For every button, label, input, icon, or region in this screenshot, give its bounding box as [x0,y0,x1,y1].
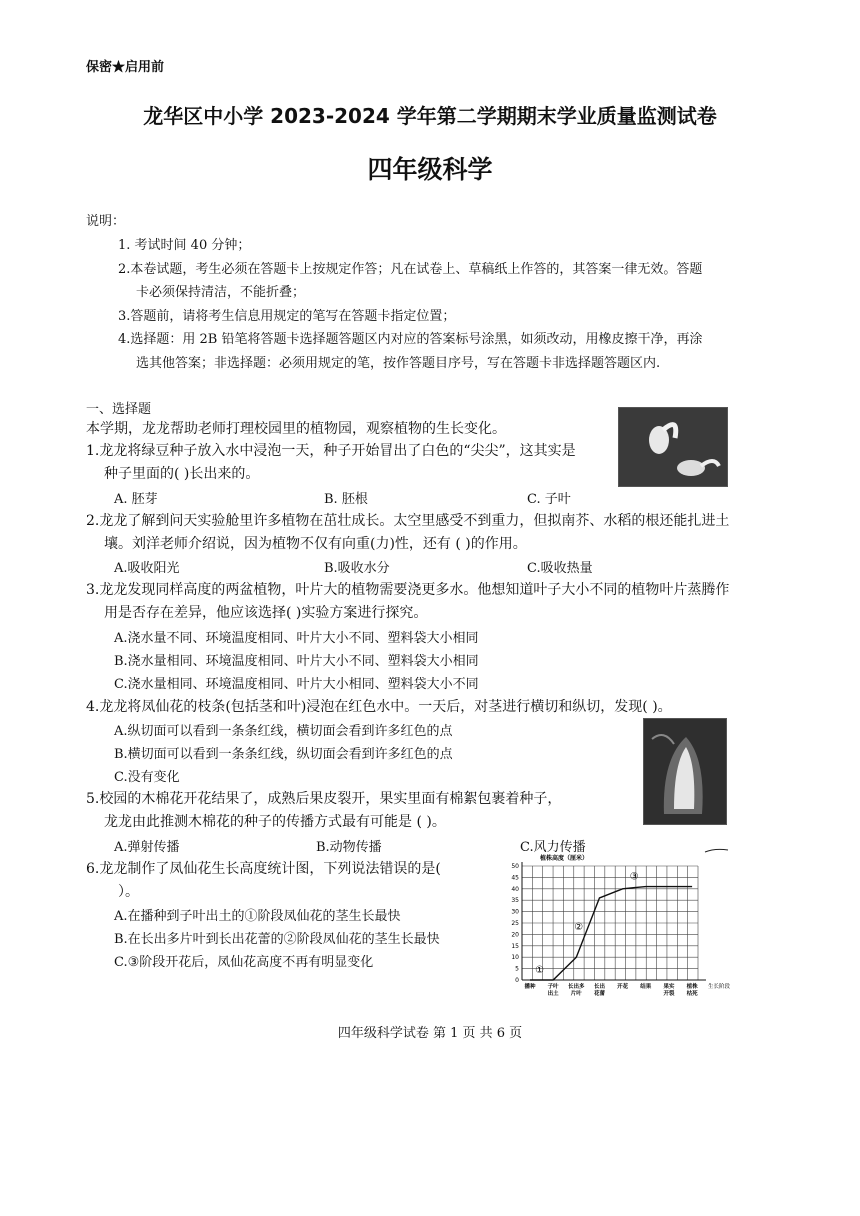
question-2-text: 2.龙龙了解到问天实验舱里许多植物在茁壮成长。太空里感受不到重力，但拟南芥、水稻的根还能扎进土 [86,513,730,529]
q5-option-c: C.风力传播 [520,840,586,855]
question-1-text: 1.龙龙将绿豆种子放入水中浸泡一天，种子开始冒出了白色的“尖尖”，这其实是 [86,443,576,459]
q1-option-c: C. 子叶 [527,492,571,507]
q6-option-b: B.在长出多片叶到长出花蕾的②阶段凤仙花的茎生长最快 [114,932,440,947]
q1-option-b: B. 胚根 [324,492,368,507]
question-6-text: 6.龙龙制作了凤仙花生长高度统计图，下列说法错误的是( [86,861,441,877]
q3-option-a: A.浇水量不同、环境温度相同、叶片大小不同、塑料袋大小相同 [114,631,479,646]
q3-option-c: C.浇水量相同、环境温度相同、叶片大小相同、塑料袋大小不同 [114,677,479,692]
question-5-text: 龙龙由此推测木棉花的种子的传播方式最有可能是 ( )。 [104,814,446,830]
chart-stage-marker: ③ [629,871,639,883]
kapok-fruit-photo [643,718,727,825]
chart-xtick-label: 长出多片叶 [568,984,585,997]
growth-line-series [530,887,692,980]
q4-option-c: C.没有变化 [114,770,180,785]
chart-xlabel: 生长阶段 [708,984,731,990]
chart-ytick-label: 40 [511,885,519,893]
q2-option-c: C.吸收热量 [527,561,593,576]
sprouting-seed-photo [618,407,728,487]
section-heading: 一、选择题 [86,402,152,417]
chart-xtick-label: 结果 [640,984,652,990]
chart-ytick-label: 25 [511,920,519,927]
question-3-text: 用是否存在差异，他应该选择( )实验方案进行探究。 [104,605,428,621]
pen-mark [705,849,728,852]
chart-ytick-label: 15 [511,942,519,950]
instruction-item: 3.答题前，请将考生信息用规定的笔写在答题卡指定位置； [118,309,456,324]
page-footer: 四年级科学试卷 第 1 页 共 6 页 [337,1026,523,1041]
q2-option-a: A.吸收阳光 [114,561,180,576]
q6-option-c: C.③阶段开花后，凤仙花高度不再有明显变化 [114,955,374,970]
question-4-text: 4.龙龙将凤仙花的枝条(包括茎和叶)浸泡在红色水中。一天后，对茎进行横切和纵切，发现( )。 [86,699,672,715]
chart-ytick-label: 30 [511,908,519,916]
instruction-item: 选其他答案；非选择题：必须用规定的笔，按作答题目序号，写在答题卡非选择题答题区内. [136,356,661,371]
confidential-mark: 保密★启用前 [86,60,165,75]
exam-title: 龙华区中小学 2023-2024 学年第二学期期末学业质量监测试卷 [143,104,717,128]
q6-option-a: A.在播种到子叶出土的①阶段凤仙花的茎生长最快 [114,909,401,924]
q5-option-b: B.动物传播 [316,840,382,855]
question-3-text: 3.龙龙发现同样高度的两盆植物，叶片大的植物需要浇更多水。他想知道叶子大小不同的植物叶片蒸腾作 [86,582,730,598]
instruction-item: 1. 考试时间 40 分钟； [118,238,251,253]
q4-option-a: A.纵切面可以看到一条条红线，横切面会看到许多红色的点 [114,724,453,739]
chart-xtick-label: 长出花蕾 [593,984,605,997]
chart-ylabel: 植株高度（厘米） [540,855,589,862]
chart-stage-marker: ② [574,921,584,933]
chart-xtick-label: 植株枯死 [686,984,698,997]
chart-ytick-label: 0 [515,977,519,984]
question-6-text: ）。 [118,884,139,900]
instruction-item: 2.本卷试题，考生必须在答题卡上按规定作答；凡在试卷上、草稿纸上作答的，其答案一律无效。答题 [118,262,703,277]
chart-ytick-label: 10 [511,954,519,962]
chart-xtick-label: 子叶出土 [547,984,559,997]
instruction-item: 4.选择题：用 2B 铅笔将答题卡选择题答题区内对应的答案标号涂黑，如须改动，用橡皮擦干净，再涂 [118,332,703,347]
q3-option-b: B.浇水量相同、环境温度相同、叶片大小不同、塑料袋大小相同 [114,654,479,669]
chart-xtick-label: 果实开裂 [663,984,675,997]
chart-ytick-label: 35 [511,897,519,905]
chart-ytick-label: 45 [511,874,519,882]
question-2-text: 壤。刘洋老师介绍说，因为植物不仅有向重(力)性，还有 ( )的作用。 [104,536,527,552]
exam-subtitle: 四年级科学 [367,155,493,184]
chart-ytick-label: 5 [515,965,519,973]
question-5-text: 5.校园的木棉花开花结果了，成熟后果皮裂开，果实里面有棉絮包裹着种子， [86,791,562,807]
q1-option-a: A. 胚芽 [114,492,158,507]
section-intro: 本学期，龙龙帮助老师打理校园里的植物园，观察植物的生长变化。 [86,421,506,437]
chart-stage-marker: ① [535,965,545,977]
instruction-item: 卡必须保持清洁，不能折叠； [136,285,306,300]
growth-height-chart [500,846,740,998]
question-1-text: 种子里面的( )长出来的。 [104,466,260,482]
instructions-label: 说明： [86,214,126,229]
chart-ytick-label: 50 [511,863,519,870]
q2-option-b: B.吸收水分 [324,561,390,576]
chart-xtick-label: 开花 [617,984,629,990]
chart-xtick-label: 播种 [524,984,536,990]
q5-option-a: A.弹射传播 [114,840,180,855]
q4-option-b: B.横切面可以看到一条条红线，纵切面会看到许多红色的点 [114,747,453,762]
chart-ytick-label: 20 [511,931,519,939]
